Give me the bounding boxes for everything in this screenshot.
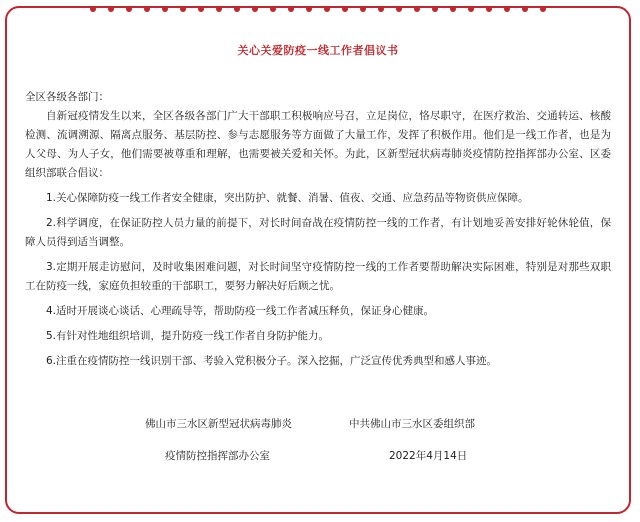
signature-org1-line2: 疫情防控指挥部办公室 xyxy=(165,450,270,462)
dot-icon xyxy=(144,6,150,12)
document-frame xyxy=(5,6,631,514)
dot-icon xyxy=(450,6,456,12)
dot-icon xyxy=(216,6,222,12)
decorative-dots xyxy=(7,6,629,12)
dot-icon xyxy=(522,6,528,12)
dot-icon xyxy=(504,6,510,12)
dot-icon xyxy=(342,6,348,12)
salutation: 全区各级各部门： xyxy=(25,91,109,103)
document-body xyxy=(25,88,611,377)
proposal-item: 5.有针对性地组织培训，提升防疫一线工作者自身防护能力。 xyxy=(46,330,330,342)
signature-date: 2022年4月14日 xyxy=(389,450,468,462)
dot-icon xyxy=(198,6,204,12)
intro-paragraph: 自新冠疫情发生以来，全区各级各部门广大干部职工积极响应号召，立足岗位，恪尽职守，在医疗救治、交通转运、核酸检测、流调溯源、隔离点服务、基层防控、参与志愿服务等方面做了大量工作，发挥了积极作用。他们是一线工作者，也是为人父母、为人子女，他们需要被尊重和理解，也需要被关爱和关怀。为此，区新型冠状病毒肺炎疫情防控指挥部办公室、区委组织部联合倡议： xyxy=(25,110,611,179)
dot-icon xyxy=(396,6,402,12)
signature-block xyxy=(7,416,629,480)
dot-icon xyxy=(432,6,438,12)
dot-icon xyxy=(306,6,312,12)
dot-icon xyxy=(126,6,132,12)
document-title: 关心关爱防疫一线工作者倡议书 xyxy=(237,44,399,57)
dot-icon xyxy=(360,6,366,12)
proposal-item: 1.关心保障防疫一线工作者安全健康，突出防护、就餐、消暑、值夜、交通、应急药品等物资供应保障。 xyxy=(46,192,529,204)
proposal-item: 2.科学调度，在保证防控人员力量的前提下，对长时间奋战在疫情防控一线的工作者，有计划地妥善安排好轮休轮值，保障人员得到适当调整。 xyxy=(25,217,611,248)
proposal-item: 3.定期开展走访慰问，及时收集困难问题，对长时间坚守疫情防控一线的工作者要帮助解决实际困难，特别是对那些双职工在防疫一线，家庭负担较重的干部职工，要努力解决好后顾之忧。 xyxy=(25,261,611,292)
dot-icon xyxy=(378,6,384,12)
dot-icon xyxy=(540,6,546,12)
proposal-item: 6.注重在疫情防控一线识别干部、考验入党积极分子。深入挖掘，广泛宣传优秀典型和感人事迹。 xyxy=(46,355,498,367)
proposal-item: 4.适时开展谈心谈话、心理疏导等，帮助防疫一线工作者减压释负，保证身心健康。 xyxy=(46,305,435,317)
dot-icon xyxy=(90,6,96,12)
dot-icon xyxy=(324,6,330,12)
dot-icon xyxy=(468,6,474,12)
dot-icon xyxy=(180,6,186,12)
signature-org2: 中共佛山市三水区委组织部 xyxy=(349,418,475,430)
dot-icon xyxy=(414,6,420,12)
dot-icon xyxy=(252,6,258,12)
dot-icon xyxy=(108,6,114,12)
dot-icon xyxy=(486,6,492,12)
dot-icon xyxy=(162,6,168,12)
dot-icon xyxy=(234,6,240,12)
dot-icon xyxy=(288,6,294,12)
signature-org1-line1: 佛山市三水区新型冠状病毒肺炎 xyxy=(145,418,292,430)
dot-icon xyxy=(270,6,276,12)
